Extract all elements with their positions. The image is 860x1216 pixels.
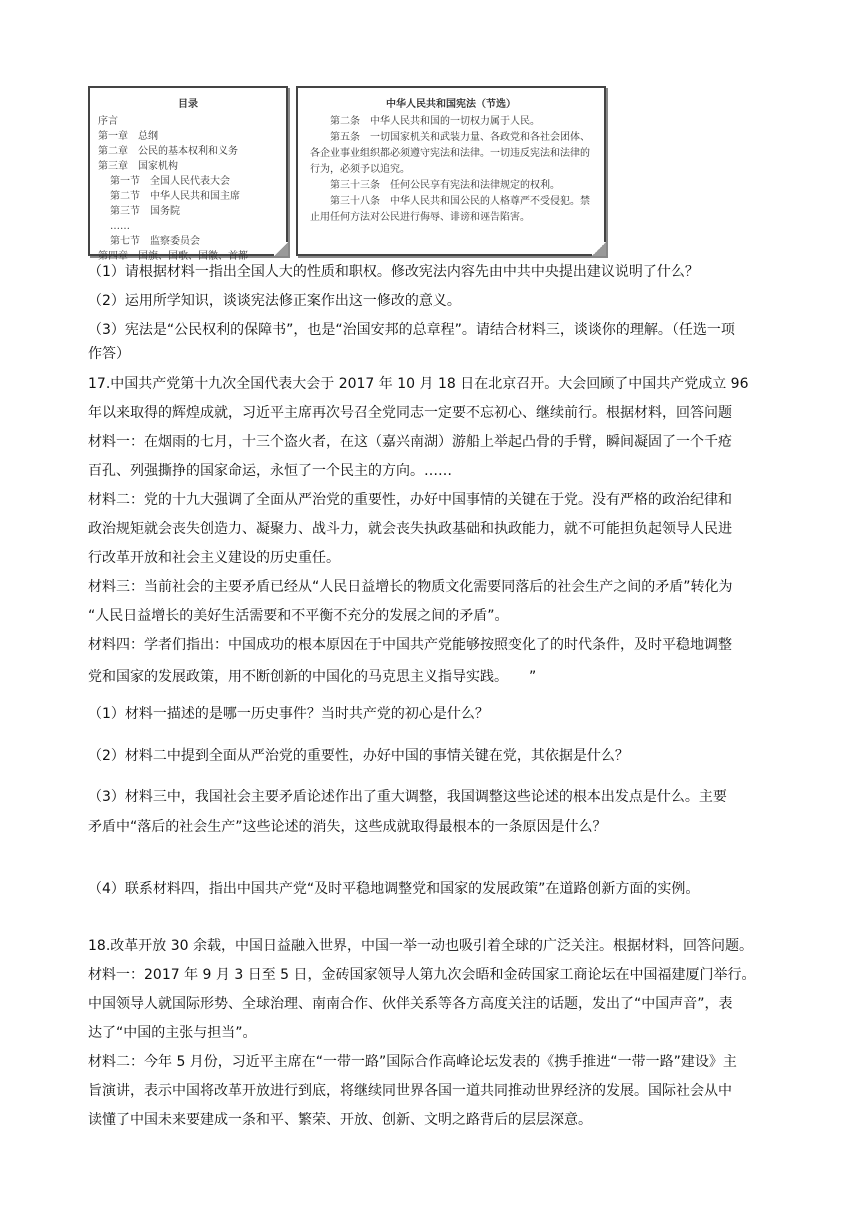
toc-title: 目录 [178, 99, 198, 110]
q18-material1-cont: 达了“中国的主张与担当”。 [88, 1025, 257, 1041]
toc-line: 第三节 国务院 [110, 206, 180, 217]
q16-sub3: （3）宪法是“公民权利的保障书”，也是“治国安邦的总章程”。请结合材料三，谈谈你的理解。（任选一项 [88, 322, 735, 338]
excerpt-body [310, 114, 594, 226]
constitution-toc-image [88, 86, 288, 262]
q17-intro-cont: 年以来取得的辉煌成就，习近平主席再次号召全党同志一定要不忘初心、继续前行。根据材料，回答问题 [88, 405, 732, 421]
q18-material1-cont: 中国领导人就国际形势、全球治理、南南合作、伙伴关系等各方高度关注的话题，发出了“中国声音”，表 [88, 996, 733, 1012]
q17-sub1: （1）材料一描述的是哪一历史事件？当时共产党的初心是什么？ [88, 706, 489, 722]
q17-sub2: （2）材料二中提到全面从严治党的重要性，办好中国的事情关键在党，其依据是什么？ [88, 748, 629, 764]
q18-intro: 18.改革开放 30 余载，中国日益融入世界，中国一举一动也吸引着全球的广泛关注。根据材料，回答问题。 [88, 938, 753, 954]
toc-line: 第一节 全国人民代表大会 [110, 176, 230, 187]
q17-material3: 材料三：当前社会的主要矛盾已经从“人民日益增长的物质文化需要同落后的社会生产之间的矛盾”转化为 [88, 579, 733, 595]
q18-material2-cont: 读懂了中国未来要建成一条和平、繁荣、开放、创新、文明之路背后的层层深意。 [88, 1112, 592, 1128]
toc-line: 第二节 中华人民共和国主席 [110, 191, 240, 202]
q17-material4-cont: 党和国家的发展政策，用不断创新的中国化的马克思主义指导实践。 ” [88, 669, 537, 685]
q17-intro: 17.中国共产党第十九次全国代表大会于 2017 年 10 月 18 日在北京召开。大会回顾了中国共产党成立 96 [88, 376, 749, 392]
q17-material2-cont: 政治规矩就会丧失创造力、凝聚力、战斗力，就会丧失执政基础和执政能力，就不可能担负起领导人民进 [88, 521, 732, 537]
toc-line: 第一章 总纲 [98, 131, 158, 142]
q17-material1-cont: 百孔、列强撕挣的国家命运，永恒了一个民主的方向。…… [88, 463, 452, 479]
toc-line: 序言 [98, 116, 118, 127]
page-fold-corner [592, 242, 606, 256]
toc-line: 第四章 国旗、国歌、国徽、首都 [98, 251, 248, 262]
article: 第三十八条 中华人民共和国公民的人格尊严不受侵犯。禁止用任何方法对公民进行侮辱、诽谤和诬告陷害。 [310, 196, 590, 223]
q17-material3-cont: “人民日益增长的美好生活需要和不平衡不充分的发展之间的矛盾”。 [88, 608, 509, 624]
q17-sub4: （4）联系材料四，指出中国共产党“及时平稳地调整党和国家的发展政策”在道路创新方面的实例。 [88, 881, 700, 897]
q18-material2-cont: 旨演讲，表示中国将改革开放进行到底，将继续同世界各国一道共同推动世界经济的发展。国际社会从中 [88, 1083, 732, 1099]
constitution-excerpt-image [296, 86, 606, 256]
q18-material2: 材料二：今年 5 月份，习近平主席在“一带一路”国际合作高峰论坛发表的《携手推进“一带一路”建设》主 [88, 1054, 737, 1070]
q16-sub3-cont: 作答） [88, 346, 130, 362]
page-fold-corner [274, 242, 288, 256]
toc-line: …… [110, 221, 130, 232]
toc-line: 第三章 国家机构 [98, 161, 178, 172]
excerpt-title: 中华人民共和国宪法（节选） [386, 99, 516, 110]
toc-line: 第二章 公民的基本权利和义务 [98, 146, 238, 157]
toc-line: 第七节 监察委员会 [110, 236, 200, 247]
q17-material2-cont: 行改革开放和社会主义建设的历史重任。 [88, 550, 340, 566]
q17-material2: 材料二：党的十九大强调了全面从严治党的重要性，办好中国事情的关键在于党。没有严格的政治纪律和 [88, 492, 732, 508]
q17-sub3-cont: 矛盾中“落后的社会生产”这些论述的消失，这些成就取得最根本的一条原因是什么？ [88, 819, 607, 835]
toc-list [98, 114, 286, 264]
q16-sub1: （1）请根据材料一指出全国人大的性质和职权。修改宪法内容先由中共中央提出建议说明了什么？ [88, 264, 699, 280]
article: 第三十三条 任何公民享有宪法和法律规定的权利。 [330, 180, 560, 191]
q17-material4: 材料四：学者们指出：中国成功的根本原因在于中国共产党能够按照变化了的时代条件，及时平稳地调整 [88, 637, 732, 653]
q18-material1: 材料一：2017 年 9 月 3 日至 5 日，金砖国家领导人第九次会晤和金砖国家工商论坛在中国福建厦门举行。 [88, 967, 756, 983]
q16-sub2: （2）运用所学知识，谈谈宪法修正案作出这一修改的意义。 [88, 293, 461, 309]
article: 第五条 一切国家机关和武装力量、各政党和各社会团体、各企业事业组织都必须遵守宪法和法律。一切违反宪法和法律的行为，必须予以追究。 [310, 132, 590, 175]
q17-material1: 材料一：在烟雨的七月，十三个盗火者，在这（嘉兴南湖）游船上举起凸骨的手臂，瞬间凝固了一个千疮 [88, 434, 732, 450]
q17-sub3: （3）材料三中，我国社会主要矛盾论述作出了重大调整，我国调整这些论述的根本出发点是什么。主要 [88, 789, 727, 805]
article: 第二条 中华人民共和国的一切权力属于人民。 [330, 116, 540, 127]
